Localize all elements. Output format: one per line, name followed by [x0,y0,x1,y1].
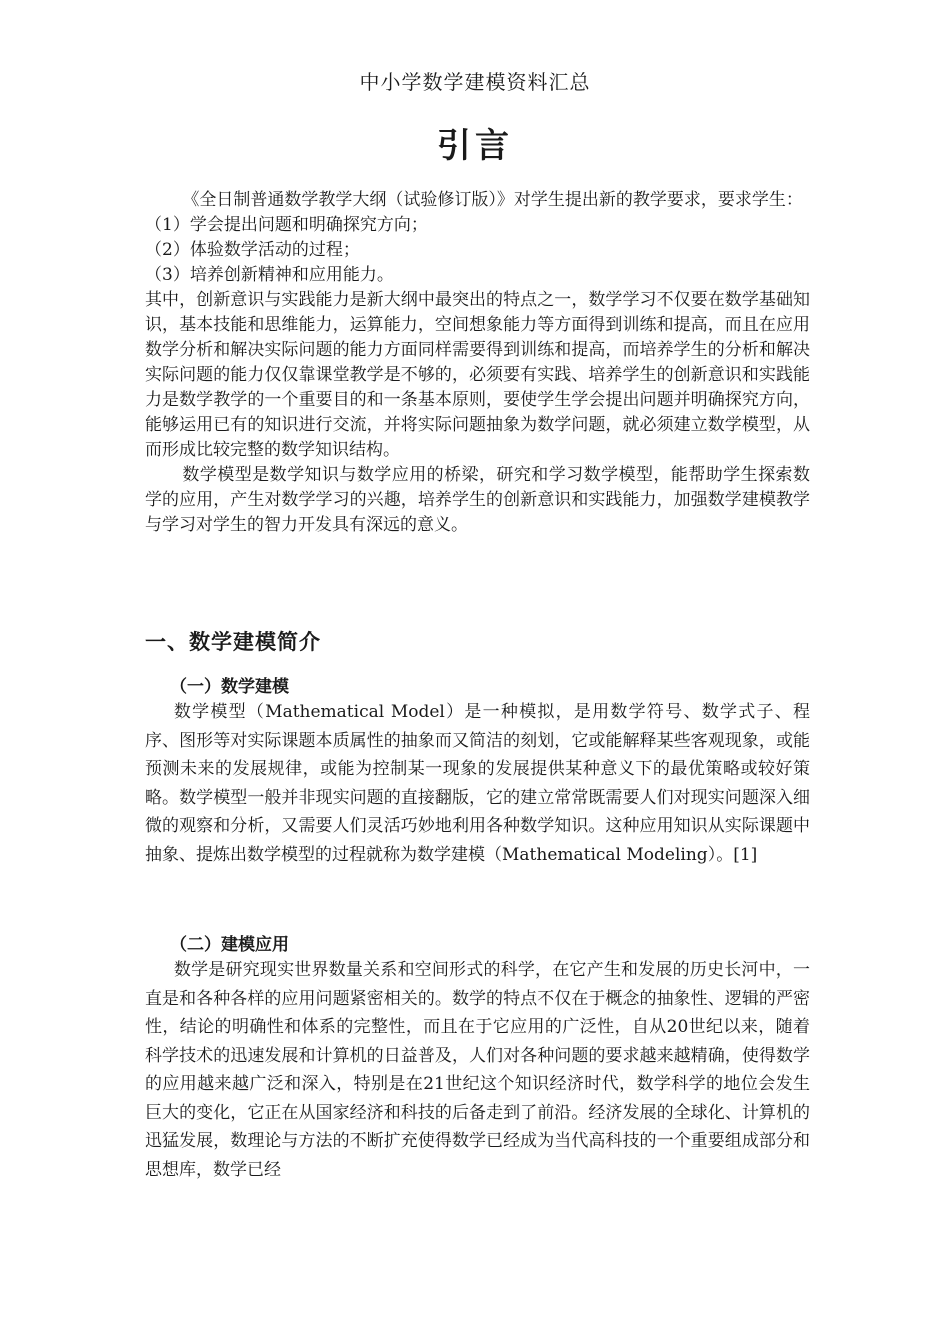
document-title: 引言 [437,126,513,166]
intro-paragraph-1: 《全日制普通数学教学大纲（试验修订版）》对学生提出新的教学要求，要求学生： [182,190,803,210]
subsection-heading-modeling: （一）数学建模 [170,677,289,697]
intro-list-item-3: （3）培养创新精神和应用能力。 [145,265,394,285]
intro-list-item-1: （1）学会提出问题和明确探究方向； [145,215,428,235]
intro-paragraph-2: 其中，创新意识与实践能力是新大纲中最突出的特点之一，数学学习不仅要在数学基础知识，基本技能和思维能力，运算能力，空间想象能力等方面得到训练和提高，而且在应用数学分析和解决实际问题的能力方面同样需要得到训练和提高，而培养学生的分析和解决实际问题的能力仅仅靠课堂教学是不够的，必须要有实践、培养学生的创新意识和实践能力是数学教学的一个重要目的和一条基本原则，要使学生学会提出问题并明确探究方向，能够运用已有的知识进行交流，并将实际问题抽象为数学问题，就必须建立数学模型，从而形成比较完整的数学知识结构。 [145,290,810,460]
subsection-heading-application: （二）建模应用 [170,935,289,955]
intro-paragraph-3: 数学模型是数学知识与数学应用的桥梁，研究和学习数学模型，能帮助学生探索数学的应用，产生对数学学习的兴趣，培养学生的创新意识和实践能力，加强数学建模教学与学习对学生的智力开发具有深远的意义。 [145,465,810,535]
subsection-text-modeling: 数学模型（Mathematical Model）是一种模拟，是用数学符号、数学式子、程序、图形等对实际课题本质属性的抽象而又简洁的刻划，它或能解释某些客观现象，或能预测未来的发展规律，或能为控制某一现象的发展提供某种意义下的最优策略或较好策略。数学模型一般并非现实问题的直接翻版，它的建立常常既需要人们对现实问题深入细微的观察和分析，又需要人们灵活巧妙地利用各种数学知识。这种应用知识从实际课题中抽象、提炼出数学模型的过程就称为数学建模（Mathematical Modeling）。[1] [145,702,810,865]
intro-section [145,188,810,538]
document-header: 中小学数学建模资料汇总 [359,70,591,94]
subsection-text-application: 数学是研究现实世界数量关系和空间形式的科学，在它产生和发展的历史长河中，一直是和各种各样的应用问题紧密相关的。数学的特点不仅在于概念的抽象性、逻辑的严密性，结论的明确性和体系的完整性，而且在于它应用的广泛性，自从20世纪以来，随着科学技术的迅速发展和计算机的日益普及，人们对各种问题的要求越来越精确，使得数学的应用越来越广泛和深入，特别是在21世纪这个知识经济时代，数学科学的地位会发生巨大的变化，它正在从国家经济和科技的后备走到了前沿。经济发展的全球化、计算机的迅猛发展，数理论与方法的不断扩充使得数学已经成为当代高科技的一个重要组成部分和思想库，数学已经 [145,960,810,1180]
intro-list-item-2: （2）体验数学活动的过程； [145,240,360,260]
section-heading-1: 一、数学建模简介 [145,630,321,654]
